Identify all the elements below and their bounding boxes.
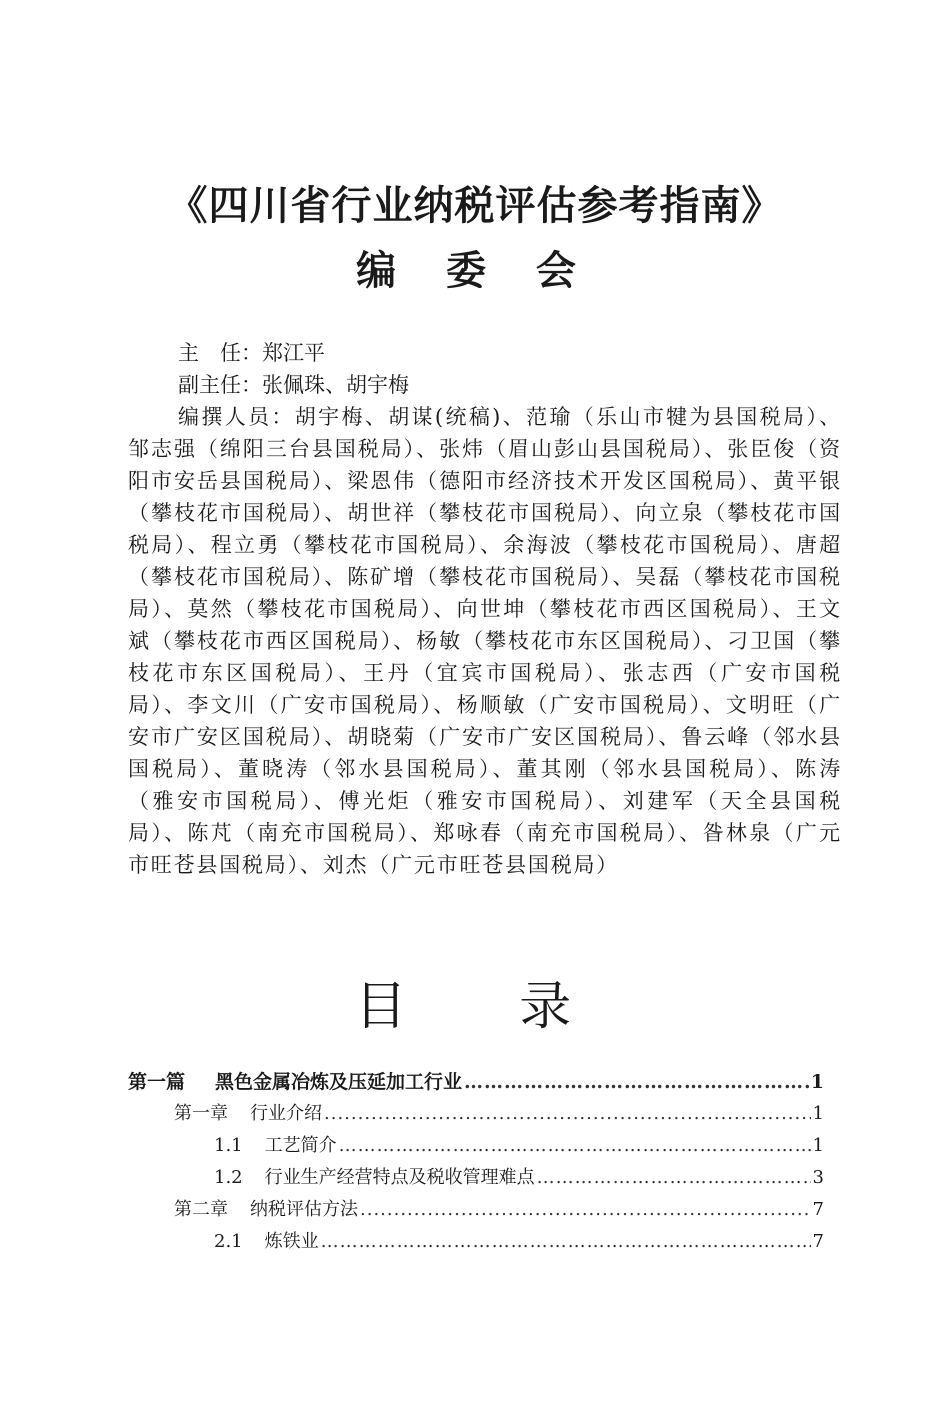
toc-entry-page: 1 xyxy=(810,1071,824,1093)
toc-entry[interactable] xyxy=(128,1098,824,1130)
toc-entry-page: 7 xyxy=(812,1199,824,1220)
toc-entry-number: 1.1 xyxy=(214,1135,243,1156)
toc-entry-title: 工艺简介 xyxy=(264,1135,337,1156)
toc-leader xyxy=(537,1162,811,1194)
toc-leader xyxy=(360,1194,811,1226)
director-row xyxy=(128,337,842,369)
deputy-row xyxy=(128,369,842,401)
toc-entry-number: 2.1 xyxy=(214,1231,243,1252)
toc-leader xyxy=(339,1130,811,1162)
toc-entry-title: 纳税评估方法 xyxy=(250,1199,358,1220)
toc-entry-number: 1.2 xyxy=(214,1167,243,1188)
toc-entry[interactable] xyxy=(128,1226,824,1258)
toc-entry-title: 行业介绍 xyxy=(250,1103,322,1124)
toc-entry[interactable] xyxy=(128,1162,824,1194)
director-name: 郑江平 xyxy=(262,341,325,365)
committee-heading: 编 委 会 xyxy=(356,247,594,294)
deputy-names: 张佩珠、胡宇梅 xyxy=(262,373,409,397)
toc-entry-number: 第一章 xyxy=(174,1103,228,1124)
toc-entry[interactable] xyxy=(128,1066,824,1098)
toc-leader xyxy=(324,1098,811,1130)
toc-entry-page: 7 xyxy=(812,1231,824,1252)
toc-entry-title: 炼铁业 xyxy=(264,1231,319,1252)
toc-entry[interactable] xyxy=(128,1130,824,1162)
toc-entry-page: 3 xyxy=(812,1167,824,1188)
toc-entry-number: 第二章 xyxy=(174,1199,228,1220)
toc-entry[interactable] xyxy=(128,1194,824,1226)
committee-list xyxy=(128,337,842,881)
editors-paragraph: 编撰人员：胡宇梅、胡谋(统稿)、范瑜（乐山市犍为县国税局）、邹志强（绵阳三台县国税局）、张炜（眉山彭山县国税局）、张臣俊（资阳市安岳县国税局）、梁恩伟（德阳市经济技术开发区国税局）、黄平银（攀枝花市国税局）、胡世祥（攀枝花市国税局）、向立泉（攀枝花市国税局）、程立勇（攀枝花市国税局）、余海波（攀枝花市国税局）、唐超（攀枝花市国税局）、陈矿增（攀枝花市国税局）、吴磊（攀枝花市国税局）、莫然（攀枝花市国税局）、向世坤（攀枝花市西区国税局）、王文斌（攀枝花市西区国税局）、杨敏（攀枝花市东区国税局）、刁卫国（攀枝花市东区国税局）、王丹（宜宾市国税局）、张志西（广安市国税局）、李文川（广安市国税局）、杨顺敏（广安市国税局）、文明旺（广安市广安区国税局）、胡晓菊（广安市广安区国税局）、鲁云峰（邻水县国税局）、董晓涛（邻水县国税局）、董其刚（邻水县国税局）、陈涛（雅安市国税局）、傅光炬（雅安市国税局）、刘建军（天全县国税局）、陈芃（南充市国税局）、郑咏春（南充市国税局）、昝林泉（广元市旺苍县国税局）、刘杰（广元市旺苍县国税局） xyxy=(128,405,842,877)
table-of-contents xyxy=(128,1066,824,1258)
toc-entry-number: 第一篇 xyxy=(128,1071,186,1093)
deputy-label: 副主任： xyxy=(178,373,262,397)
book-title: 《四川省行业纳税评估参考指南》 xyxy=(167,182,783,229)
toc-entry-page: 1 xyxy=(812,1103,824,1124)
toc-entry-title: 黑色金属冶炼及压延加工行业 xyxy=(215,1071,463,1093)
toc-leader xyxy=(464,1066,809,1098)
toc-heading: 目 录 xyxy=(354,977,620,1037)
toc-entry-page: 1 xyxy=(812,1135,824,1156)
toc-leader xyxy=(321,1226,811,1258)
toc-entry-title: 行业生产经营特点及税收管理难点 xyxy=(264,1167,535,1188)
director-label: 主 任： xyxy=(178,341,262,365)
